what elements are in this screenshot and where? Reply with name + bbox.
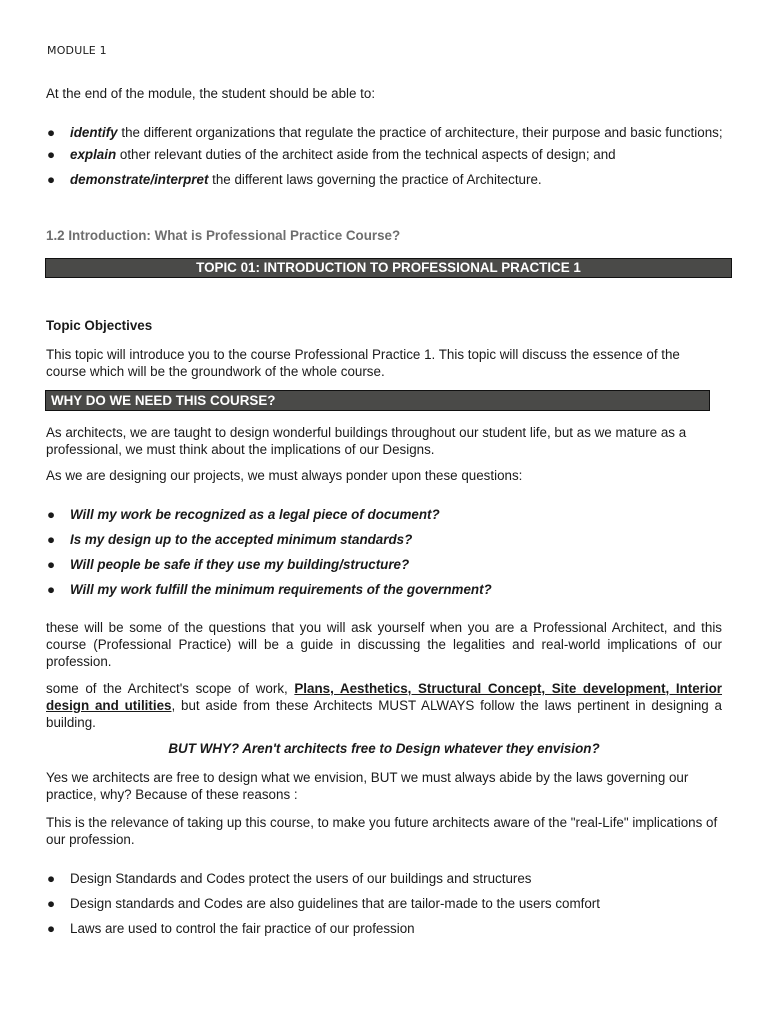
question-text: Will my work fulfill the minimum requirements of the government? — [70, 582, 492, 597]
scope-text-end: , but aside from these Architects MUST ALWAYS follow the laws pertinent in designing a building. — [46, 698, 722, 730]
reasons-list — [46, 869, 726, 944]
bullet-icon: ● — [47, 582, 56, 597]
reason-text: Design Standards and Codes protect the users of our buildings and structures — [70, 871, 532, 886]
scope-paragraph — [46, 680, 722, 731]
bullet-icon: ● — [47, 125, 56, 140]
module-label: MODULE 1 — [47, 44, 107, 57]
bullet-icon: ● — [47, 896, 56, 911]
bullet-icon: ● — [47, 172, 56, 187]
bullet-icon: ● — [47, 557, 56, 572]
topic-banner: TOPIC 01: INTRODUCTION TO PROFESSIONAL PRACTICE 1 — [45, 258, 732, 278]
list-item — [46, 123, 726, 142]
question-text: Is my design up to the accepted minimum standards? — [70, 532, 413, 547]
list-item — [46, 580, 726, 599]
relevance-paragraph: This is the relevance of taking up this course, to make you future architects aware of the "real-Life" implications of our profession. — [46, 815, 718, 847]
section-heading: 1.2 Introduction: What is Professional Practice Course? — [46, 228, 401, 243]
objective-term: demonstrate/interpret — [70, 172, 209, 187]
bullet-icon: ● — [47, 532, 56, 547]
objective-text: the different organizations that regulate the practice of architecture, their purpose and basic functions; — [117, 125, 723, 140]
objective-term: identify — [70, 125, 118, 140]
scope-of-work-emphasis: Plans, Aesthetics, Structural Concept, Site development, Interior design and utilities — [46, 681, 722, 713]
these-paragraph: these will be some of the questions that you will ask yourself when you are a Professional Architect, and this course (Professional Practice) will be a guide in discussing the legalities and real-world implications of our profession. — [46, 620, 722, 669]
list-item — [46, 170, 726, 189]
list-item — [46, 145, 726, 164]
center-question: BUT WHY? Aren't architects free to Design whatever they envision? — [168, 741, 600, 756]
question-text: Will people be safe if they use my building/structure? — [70, 557, 410, 572]
bullet-icon: ● — [47, 921, 56, 936]
intro-line: At the end of the module, the student should be able to: — [46, 86, 376, 101]
list-item — [46, 919, 726, 938]
reason-text: Laws are used to control the fair practice of our profession — [70, 921, 415, 936]
objective-term: explain — [70, 147, 117, 162]
bullet-icon: ● — [47, 871, 56, 886]
list-item — [46, 505, 726, 524]
why-banner: WHY DO WE NEED THIS COURSE? — [45, 390, 710, 411]
scope-text-start: some of the Architect's scope of work, — [46, 681, 295, 696]
objectives-list — [46, 123, 726, 195]
question-text: Will my work be recognized as a legal piece of document? — [70, 507, 440, 522]
bullet-icon: ● — [47, 507, 56, 522]
objective-text: the different laws governing the practice of Architecture. — [208, 172, 542, 187]
list-item — [46, 530, 726, 549]
ponder-paragraph: As we are designing our projects, we must always ponder upon these questions: — [46, 468, 523, 483]
yes-paragraph: Yes we architects are free to design what we envision, BUT we must always abide by the laws governing our practice, why? Because of these reasons : — [46, 770, 689, 802]
topic-objectives-text: This topic will introduce you to the course Professional Practice 1. This topic will discuss the essence of the course which will be the groundwork of the whole course. — [46, 347, 680, 379]
bullet-icon: ● — [47, 147, 56, 162]
list-item — [46, 869, 726, 888]
questions-list — [46, 505, 726, 605]
architects-paragraph: As architects, we are taught to design wonderful buildings throughout our student life, but as we mature as a professional, we must think about the implications of our Designs. — [46, 425, 687, 457]
list-item — [46, 555, 726, 574]
objective-text: other relevant duties of the architect aside from the technical aspects of design; and — [116, 147, 616, 162]
list-item — [46, 894, 726, 913]
topic-objectives-heading: Topic Objectives — [46, 318, 153, 333]
reason-text: Design standards and Codes are also guidelines that are tailor-made to the users comfort — [70, 896, 600, 911]
